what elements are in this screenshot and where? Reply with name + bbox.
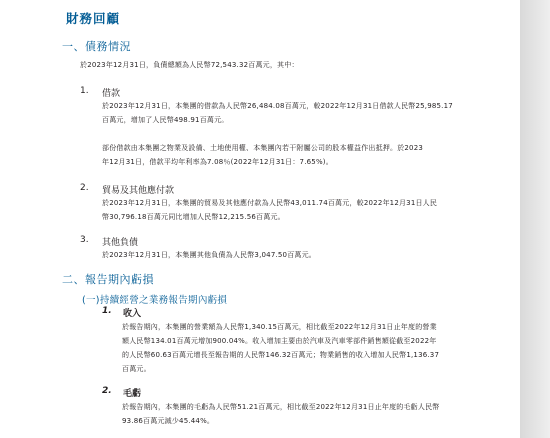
debt-heading: 一、債務情況 — [62, 40, 131, 53]
debt-item-1-line-1: 於2023年12月31日，本集團的借款為人民幣26,484.08百萬元，較2022年12月31日借款人民幣25,985.17 — [102, 102, 453, 110]
debt-item-3-title: 其他負債 — [102, 238, 139, 248]
debt-item-2-line-2: 幣30,796.18百萬元同比增加人民幣12,215.56百萬元。 — [102, 213, 285, 221]
loss-item-1-title: 收入 — [123, 309, 142, 319]
loss-item-2-line-1: 於報告期內，本集團的毛虧為人民幣51.21百萬元，相比截至2022年12月31日止年度的毛虧人民幣 — [122, 403, 440, 411]
loss-item-2-line-2: 93.86百萬元減少45.44%。 — [122, 417, 215, 425]
debt-intro: 於2023年12月31日，負債總額為人民幣72,543.32百萬元，其中： — [80, 61, 299, 69]
loss-sub-heading: (一)持續經營之業務報告期內虧損 — [82, 295, 228, 306]
debt-item-1-line-3: 部份借款由本集團之物業及設備、土地使用權、本集團內若干附屬公司的股本權益作出抵押。於2023 — [102, 144, 424, 152]
debt-item-1-line-2: 百萬元，增加了人民幣498.91百萬元。 — [102, 116, 229, 124]
debt-item-1-title: 借款 — [102, 89, 121, 99]
loss-item-2-number: 2. — [102, 386, 112, 396]
page-edge-shadow — [520, 0, 550, 438]
loss-item-1-line-3: 的人民幣60.63百萬元增長至報告期的人民幣146.32百萬元；物業銷售的收入增加人民幣1,136.37 — [122, 351, 440, 359]
debt-item-2-line-1: 於2023年12月31日，本集團的貿易及其他應付款為人民幣43,011.74百萬元，較2022年12月31日人民 — [102, 199, 438, 207]
debt-item-3-line-1: 於2023年12月31日，本集團其他負債為人民幣3,047.50百萬元。 — [102, 251, 317, 259]
loss-item-1-line-4: 百萬元。 — [122, 365, 151, 373]
loss-item-1-number: 1. — [102, 306, 112, 316]
debt-item-2-number: 2. — [80, 183, 89, 193]
loss-item-2-title: 毛虧 — [123, 389, 142, 399]
loss-item-1-line-1: 於報告期內，本集團的營業額為人民幣1,340.15百萬元，相比截至2022年12月31日止年度的營業 — [122, 323, 437, 331]
debt-item-1-number: 1. — [80, 86, 89, 96]
section-title: 財務回顧 — [66, 11, 121, 26]
loss-item-1-line-2: 額人民幣134.01百萬元增加900.04%。收入增加主要由於汽車及汽車零部件銷售額從截至2022年 — [122, 337, 437, 345]
debt-item-2-title: 貿易及其他應付款 — [102, 186, 175, 196]
debt-item-3-number: 3. — [80, 235, 89, 245]
debt-item-1-line-4: 年12月31日，借款平均年利率為7.08％(2022年12月31日：7.65%)。 — [102, 158, 333, 166]
loss-heading: 二、報告期內虧損 — [62, 273, 154, 286]
